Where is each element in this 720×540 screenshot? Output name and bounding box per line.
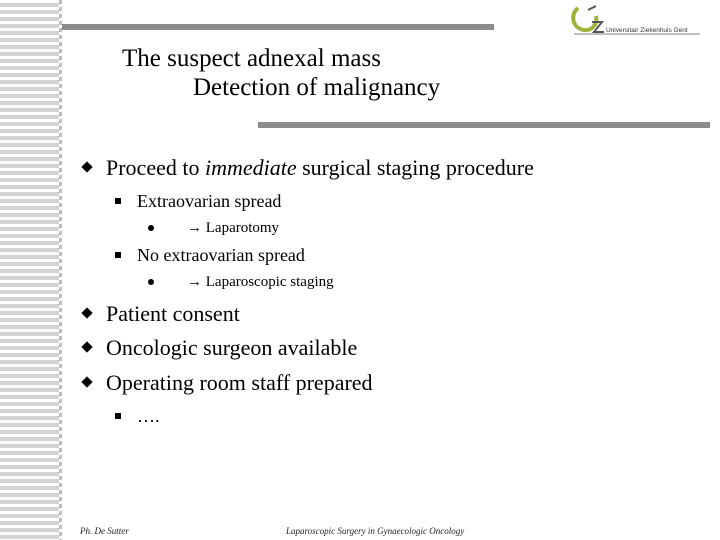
square-bullet-icon xyxy=(115,198,121,204)
bullet-text: Laparotomy xyxy=(205,220,280,236)
bullet-patient-consent: Patient consent xyxy=(106,301,240,326)
diamond-bullet-icon xyxy=(81,161,92,172)
diamond-bullet-icon xyxy=(81,376,92,387)
bullet-operating-room: Operating room staff prepared xyxy=(106,370,373,395)
university-logo-icon xyxy=(568,2,700,42)
round-bullet-icon xyxy=(148,225,154,231)
slide-title-line-2: Detection of malignancy xyxy=(193,74,441,101)
sub-sub-bullet-laparotomy xyxy=(187,219,279,237)
footer-author: Ph. De Sutter xyxy=(80,526,129,536)
bullet-proceed xyxy=(106,155,534,181)
bullet-emphasis: immediate xyxy=(204,155,297,180)
bullet-oncologic-surgeon: Oncologic surgeon available xyxy=(106,335,358,360)
top-divider-bar xyxy=(62,24,494,30)
decorative-stripes xyxy=(0,0,62,540)
slide-title-line-1: The suspect adnexal mass xyxy=(122,45,381,72)
arrow-icon: → xyxy=(187,274,202,290)
logo-text: Universitair Ziekenhuis Gent xyxy=(606,27,688,34)
square-bullet-icon xyxy=(115,252,121,258)
diamond-bullet-icon xyxy=(81,341,92,352)
sub-sub-bullet-laparoscopic xyxy=(187,273,334,291)
bullet-text: Proceed to xyxy=(106,155,205,180)
sub-bullet-extraovarian: Extraovarian spread xyxy=(137,191,282,211)
round-bullet-icon xyxy=(148,279,154,285)
footer-course: Laparoscopic Surgery in Gynaecologic Oncology xyxy=(286,526,465,536)
bullet-text: Laparoscopic staging xyxy=(205,274,334,290)
sub-bullet-no-extraovarian: No extraovarian spread xyxy=(137,245,305,265)
arrow-icon: → xyxy=(187,220,202,236)
title-divider-bar xyxy=(258,122,710,128)
sub-bullet-ellipsis: …. xyxy=(137,406,160,426)
bullet-text: surgical staging procedure xyxy=(296,155,534,180)
square-bullet-icon xyxy=(115,413,121,419)
diamond-bullet-icon xyxy=(81,307,92,318)
